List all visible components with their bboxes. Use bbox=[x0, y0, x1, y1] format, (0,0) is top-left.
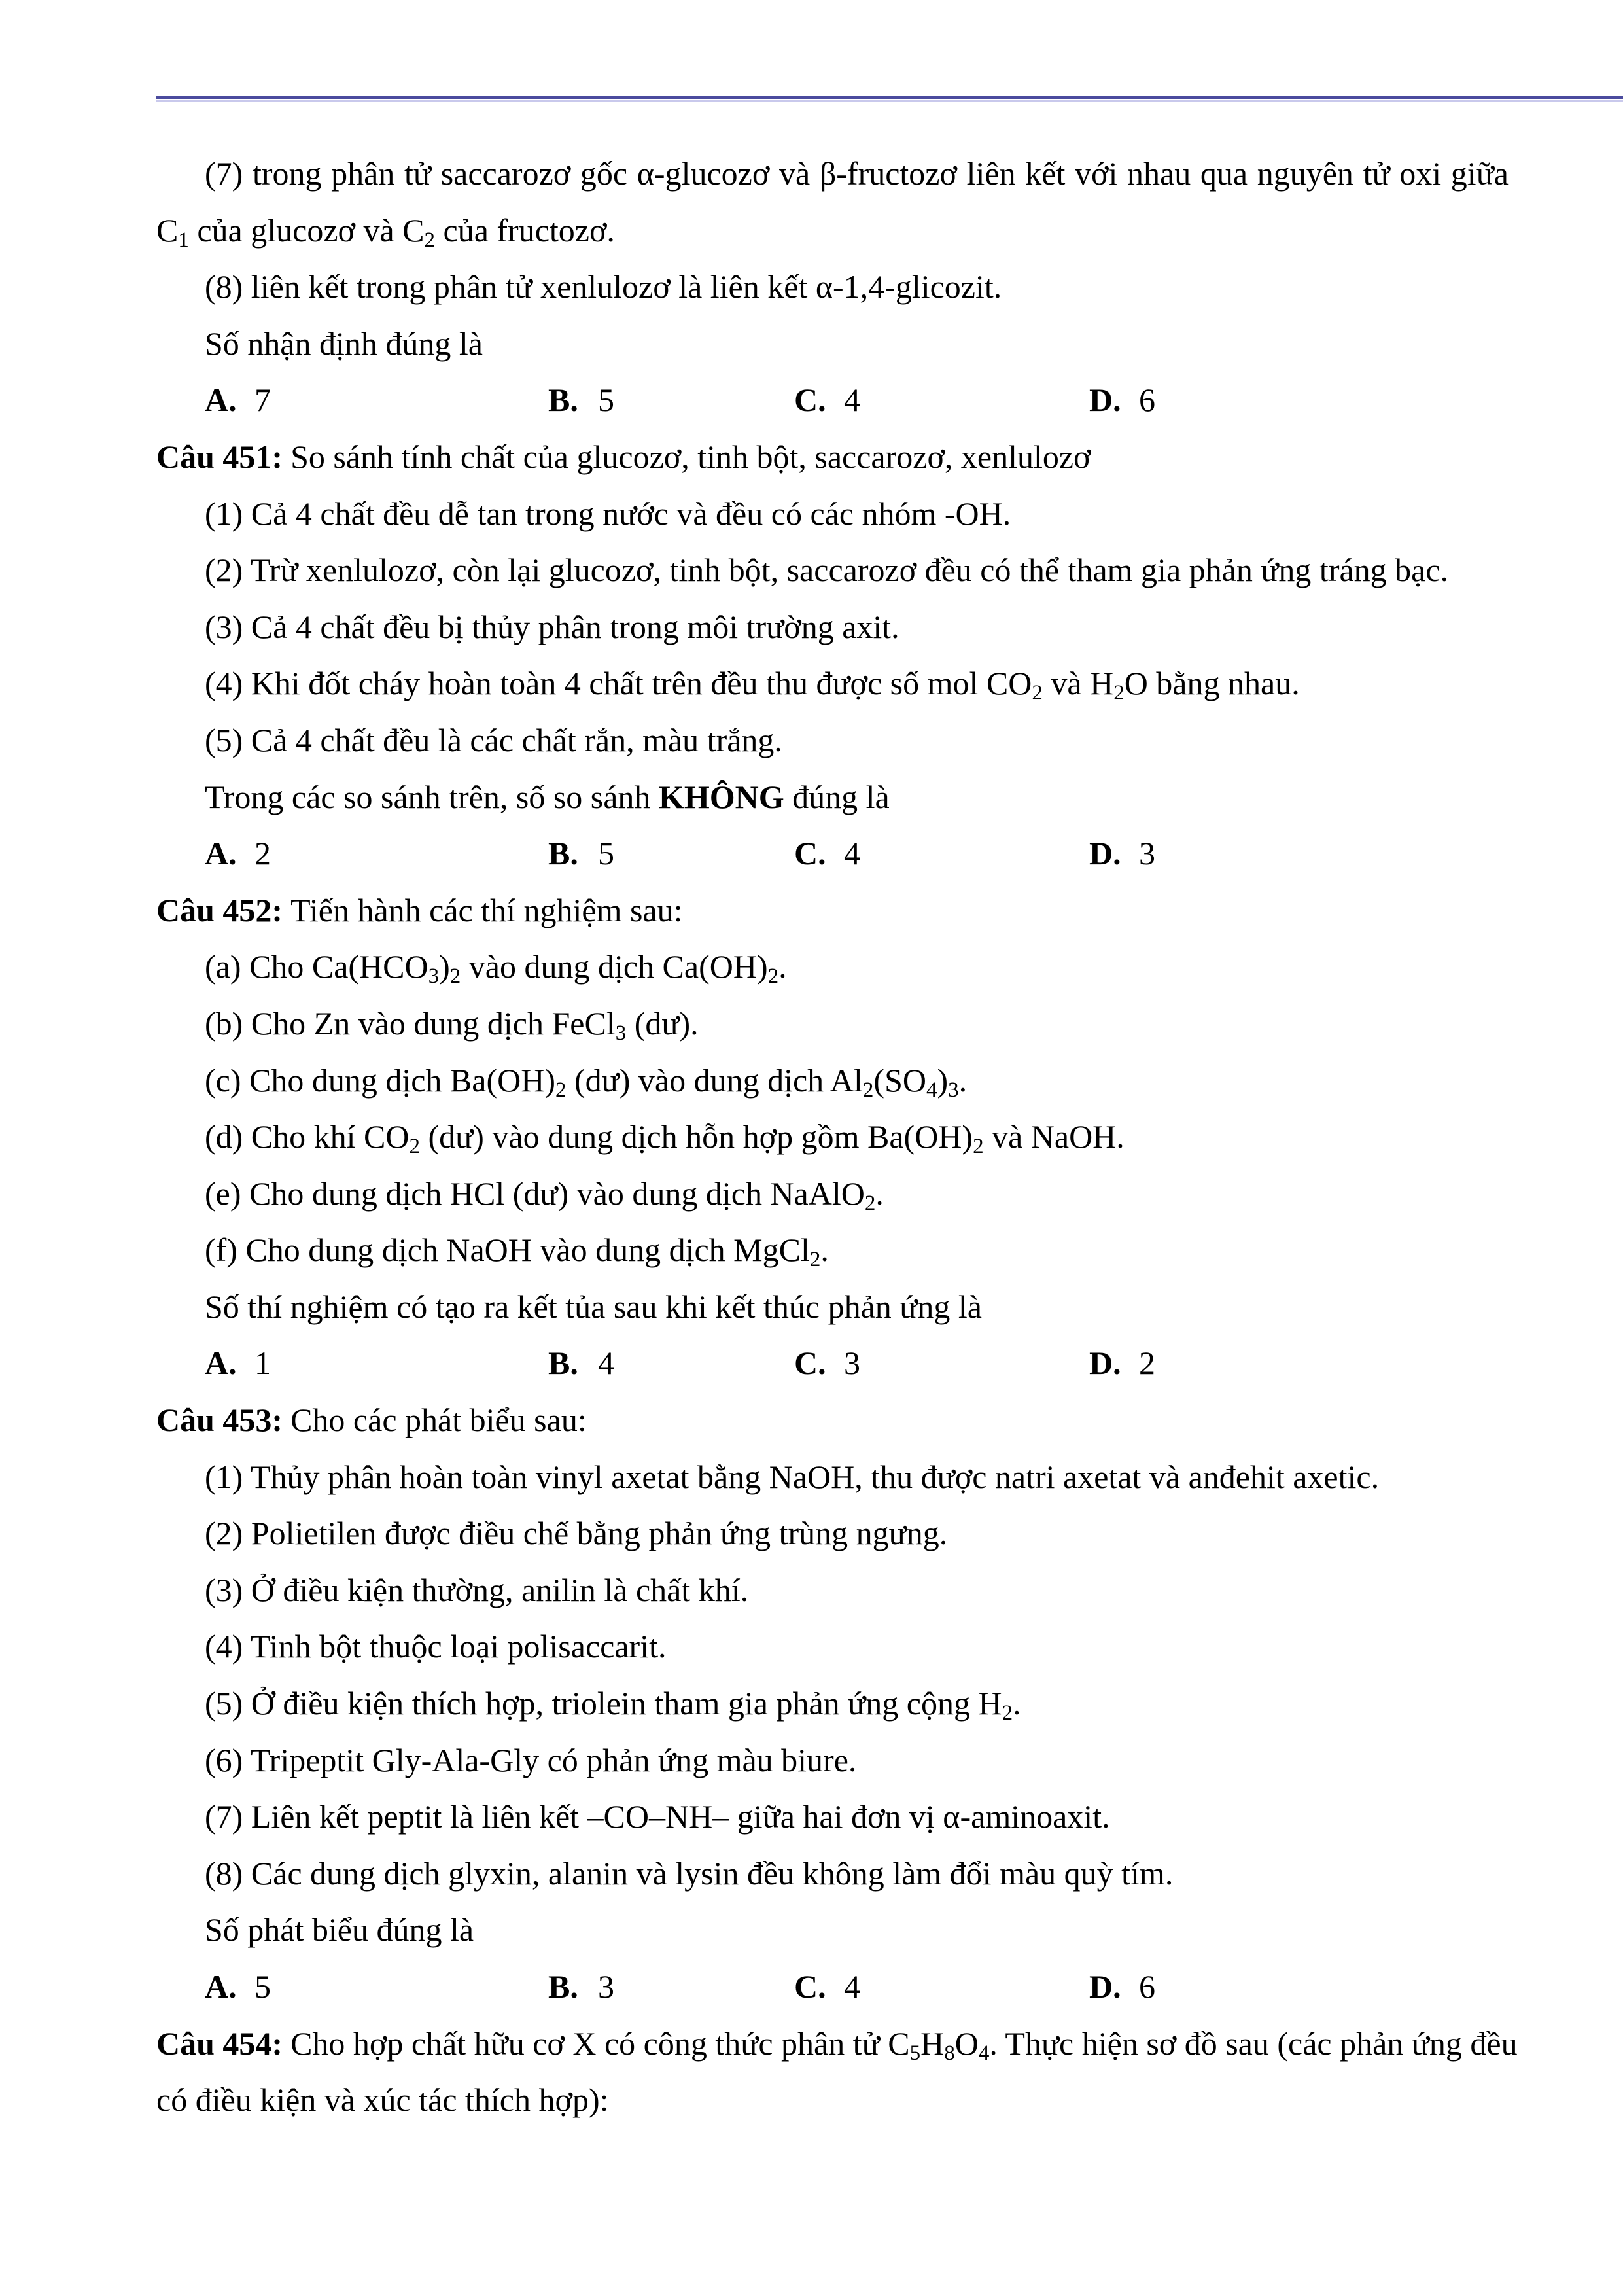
option-letter: D. bbox=[1089, 1345, 1121, 1382]
page-content bbox=[156, 145, 1518, 2128]
statement-line bbox=[156, 655, 1509, 712]
question-prompt bbox=[156, 315, 1509, 372]
answer-options bbox=[156, 825, 1509, 882]
text-run: (8) liên kết trong phân tử xenlulozơ là liên kết α-1,4-glicozit. bbox=[205, 268, 1002, 306]
text-run: So sánh tính chất của glucozơ, tinh bột, saccarozơ, xenlulozơ bbox=[290, 438, 1091, 475]
text-run: (d) Cho khí CO bbox=[205, 1118, 410, 1156]
question-block bbox=[156, 2015, 1518, 2128]
header-rule-light bbox=[156, 100, 1623, 102]
option-value: 5 bbox=[598, 835, 614, 872]
answer-option bbox=[1089, 1335, 1155, 1392]
subscript: 2 bbox=[1032, 681, 1043, 705]
answer-option bbox=[794, 372, 860, 429]
answer-options bbox=[156, 1958, 1509, 2015]
question-block bbox=[156, 882, 1509, 1392]
text-run: (2) Polietilen được điều chế bằng phản ứng trùng ngưng. bbox=[205, 1515, 948, 1552]
question-prompt bbox=[156, 1279, 1509, 1335]
text-run: và NaOH. bbox=[983, 1118, 1125, 1156]
text-run: (7) trong phân tử saccarozơ gốc α-glucozơ và β-fructozơ liên kết với nhau qua nguyên tử oxi giữa bbox=[205, 155, 1509, 192]
statement-line bbox=[156, 938, 1509, 995]
statement-line bbox=[156, 1788, 1509, 1845]
statement-line bbox=[156, 258, 1509, 315]
option-letter: D. bbox=[1089, 835, 1121, 872]
option-letter: C. bbox=[794, 1968, 826, 2005]
subscript: 2 bbox=[767, 964, 779, 989]
option-value: 6 bbox=[1139, 381, 1155, 419]
text-run: (a) Cho Ca(HCO bbox=[205, 948, 428, 985]
subscript: 2 bbox=[409, 1135, 420, 1158]
text-run: và H bbox=[1042, 665, 1114, 702]
question-label: Câu 452: bbox=[156, 891, 283, 928]
question-block bbox=[156, 429, 1509, 882]
option-letter: A. bbox=[205, 1345, 237, 1382]
text-run: H bbox=[920, 2024, 945, 2062]
text-run: vào dung dịch Ca(OH) bbox=[461, 948, 768, 985]
question-stem-line bbox=[156, 1392, 1509, 1449]
question-stem-line bbox=[156, 2072, 1509, 2128]
option-value: 4 bbox=[844, 835, 860, 872]
subscript: 2 bbox=[424, 228, 436, 252]
statement-line bbox=[156, 542, 1509, 599]
subscript: 3 bbox=[615, 1021, 627, 1045]
subscript: 4 bbox=[978, 2041, 990, 2065]
statement-line bbox=[156, 1562, 1509, 1619]
subscript: 1 bbox=[178, 228, 189, 252]
text-run: của fructozơ. bbox=[435, 211, 615, 249]
text-run: (dư) vào dung dịch Al bbox=[566, 1061, 863, 1099]
text-run: (5) Ở điều kiện thích hợp, triolein tham gia phản ứng cộng H bbox=[205, 1685, 1002, 1722]
text-run: (e) Cho dung dịch HCl (dư) vào dung dịch NaAlO bbox=[205, 1174, 865, 1212]
text-run: . bbox=[875, 1174, 884, 1212]
option-letter: B. bbox=[548, 1345, 578, 1382]
option-value: 3 bbox=[844, 1345, 860, 1382]
text-run: (f) Cho dung dịch NaOH vào dung dịch MgCl bbox=[205, 1231, 810, 1269]
option-letter: C. bbox=[794, 381, 826, 419]
subscript: 5 bbox=[909, 2041, 921, 2065]
text-run: Số nhận định đúng là bbox=[205, 325, 483, 362]
answer-option bbox=[794, 1335, 860, 1392]
subscript: 2 bbox=[973, 1135, 984, 1158]
option-value: 1 bbox=[254, 1345, 271, 1382]
subscript: 3 bbox=[948, 1078, 959, 1102]
option-letter: B. bbox=[548, 1968, 578, 2005]
question-label: Câu 454: bbox=[156, 2024, 283, 2062]
statement-line bbox=[156, 995, 1509, 1052]
question-continuation bbox=[156, 145, 1509, 429]
statement-line bbox=[156, 1505, 1509, 1562]
answer-option bbox=[205, 1335, 271, 1392]
text-run: O bằng nhau. bbox=[1124, 665, 1300, 702]
question-label: Câu 451: bbox=[156, 438, 283, 475]
header-rule-dark bbox=[156, 96, 1623, 99]
statement-line bbox=[156, 145, 1509, 202]
subscript: 2 bbox=[555, 1078, 567, 1102]
text-run: (3) Cả 4 chất đều bị thủy phân trong môi trường axit. bbox=[205, 608, 899, 645]
subscript: 2 bbox=[1002, 1701, 1013, 1725]
text-run: (SO bbox=[873, 1061, 926, 1099]
answer-option bbox=[205, 1958, 271, 2015]
option-value: 6 bbox=[1139, 1968, 1155, 2005]
text-run: (2) Trừ xenlulozơ, còn lại glucozơ, tinh bột, saccarozơ đều có thể tham gia phản ứng tráng bạc. bbox=[205, 552, 1449, 589]
option-value: 5 bbox=[254, 1968, 271, 2005]
option-letter: B. bbox=[548, 835, 578, 872]
text-run: . Thực hiện sơ đồ sau (các phản ứng đều bbox=[989, 2024, 1518, 2062]
text-run: (6) Tripeptit Gly-Ala-Gly có phản ứng màu biure. bbox=[205, 1741, 857, 1778]
question-stem-line bbox=[156, 882, 1509, 939]
option-letter: C. bbox=[794, 1345, 826, 1382]
text-run: (c) Cho dung dịch Ba(OH) bbox=[205, 1061, 555, 1099]
text-run: Cho các phát biểu sau: bbox=[290, 1402, 587, 1439]
answer-option bbox=[548, 372, 614, 429]
option-letter: D. bbox=[1089, 381, 1121, 419]
text-run: Số thí nghiệm có tạo ra kết tủa sau khi kết thúc phản ứng là bbox=[205, 1288, 982, 1325]
text-run: . bbox=[1013, 1685, 1021, 1722]
question-prompt bbox=[156, 769, 1509, 826]
question-stem-line bbox=[156, 429, 1509, 486]
answer-option bbox=[548, 1958, 614, 2015]
text-run: ) bbox=[937, 1061, 949, 1099]
statement-line bbox=[156, 1108, 1509, 1165]
statement-line bbox=[156, 1618, 1509, 1675]
statement-line bbox=[156, 1222, 1509, 1279]
text-run: . bbox=[958, 1061, 968, 1099]
statement-line bbox=[156, 1052, 1509, 1109]
text-run: Tiến hành các thí nghiệm sau: bbox=[290, 891, 683, 928]
text-run: (8) Các dung dịch glyxin, alanin và lysin đều không làm đổi màu quỳ tím. bbox=[205, 1854, 1174, 1892]
option-value: 2 bbox=[254, 835, 271, 872]
text-run: Trong các so sánh trên, số so sánh bbox=[205, 778, 659, 815]
statement-line bbox=[156, 1675, 1509, 1732]
text-run: đúng là bbox=[784, 778, 890, 815]
question-stem-line bbox=[156, 2015, 1518, 2072]
question-prompt bbox=[156, 1901, 1509, 1958]
answer-option bbox=[205, 825, 271, 882]
answer-options bbox=[156, 1335, 1509, 1392]
option-letter: A. bbox=[205, 835, 237, 872]
answer-option bbox=[794, 1958, 860, 2015]
statement-line bbox=[156, 1449, 1509, 1506]
answer-option bbox=[1089, 1958, 1155, 2015]
text-run: (4) Tinh bột thuộc loại polisaccarit. bbox=[205, 1628, 667, 1665]
option-letter: C. bbox=[794, 835, 826, 872]
text-run: (4) Khi đốt cháy hoàn toàn 4 chất trên đều thu được số mol CO bbox=[205, 665, 1032, 702]
text-run: (3) Ở điều kiện thường, anilin là chất khí. bbox=[205, 1571, 749, 1608]
subscript: 8 bbox=[944, 2041, 955, 2065]
text-run: (1) Thủy phân hoàn toàn vinyl axetat bằng NaOH, thu được natri axetat và anđehit axetic. bbox=[205, 1458, 1380, 1495]
text-run: của glucozơ và C bbox=[188, 211, 425, 249]
text-run: O bbox=[954, 2024, 979, 2062]
option-letter: B. bbox=[548, 381, 578, 419]
option-value: 7 bbox=[254, 381, 271, 419]
option-value: 2 bbox=[1139, 1345, 1155, 1382]
answer-option bbox=[548, 825, 614, 882]
statement-line bbox=[156, 486, 1509, 542]
text-run: (b) Cho Zn vào dung dịch FeCl bbox=[205, 1004, 616, 1042]
text-run: có điều kiện và xúc tác thích hợp): bbox=[156, 2081, 609, 2119]
text-run: Cho hợp chất hữu cơ X có công thức phân tử C bbox=[290, 2024, 910, 2062]
statement-line bbox=[156, 1845, 1509, 1902]
subscript: 4 bbox=[926, 1078, 937, 1102]
text-run: (5) Cả 4 chất đều là các chất rắn, màu trắng. bbox=[205, 721, 782, 758]
text-run: (dư). bbox=[626, 1004, 699, 1042]
subscript: 3 bbox=[428, 964, 440, 989]
statement-line bbox=[156, 712, 1509, 769]
question-block bbox=[156, 1392, 1509, 2015]
answer-option bbox=[1089, 372, 1155, 429]
subscript: 2 bbox=[862, 1078, 874, 1102]
subscript: 2 bbox=[1113, 681, 1125, 705]
text-run: (dư) vào dung dịch hỗn hợp gồm Ba(OH) bbox=[420, 1118, 973, 1156]
answer-option bbox=[794, 825, 860, 882]
text-run: C bbox=[156, 211, 179, 249]
text-run: (7) Liên kết peptit là liên kết –CO–NH– giữa hai đơn vị α-aminoaxit. bbox=[205, 1798, 1110, 1835]
option-value: 4 bbox=[844, 381, 860, 419]
option-value: 4 bbox=[844, 1968, 860, 2005]
option-letter: A. bbox=[205, 381, 237, 419]
answer-option bbox=[205, 372, 271, 429]
option-value: 3 bbox=[1139, 835, 1155, 872]
answer-option bbox=[1089, 825, 1155, 882]
statement-line bbox=[156, 599, 1509, 656]
subscript: 2 bbox=[809, 1248, 821, 1272]
answer-option bbox=[548, 1335, 614, 1392]
subscript: 2 bbox=[864, 1191, 876, 1215]
option-letter: D. bbox=[1089, 1968, 1121, 2005]
question-label: Câu 453: bbox=[156, 1402, 283, 1439]
statement-line bbox=[156, 1165, 1509, 1222]
text-run: ) bbox=[439, 948, 450, 985]
text-run: Số phát biểu đúng là bbox=[205, 1911, 474, 1949]
option-value: 3 bbox=[598, 1968, 614, 2005]
text-run: . bbox=[820, 1231, 829, 1269]
bold-text: KHÔNG bbox=[658, 778, 784, 815]
text-run: . bbox=[778, 948, 787, 985]
option-value: 5 bbox=[598, 381, 614, 419]
statement-line bbox=[156, 202, 1509, 259]
subscript: 2 bbox=[449, 964, 461, 989]
answer-options bbox=[156, 372, 1509, 429]
text-run: (1) Cả 4 chất đều dễ tan trong nước và đều có các nhóm -OH. bbox=[205, 495, 1011, 532]
statement-line bbox=[156, 1732, 1509, 1789]
option-value: 4 bbox=[598, 1345, 614, 1382]
option-letter: A. bbox=[205, 1968, 237, 2005]
